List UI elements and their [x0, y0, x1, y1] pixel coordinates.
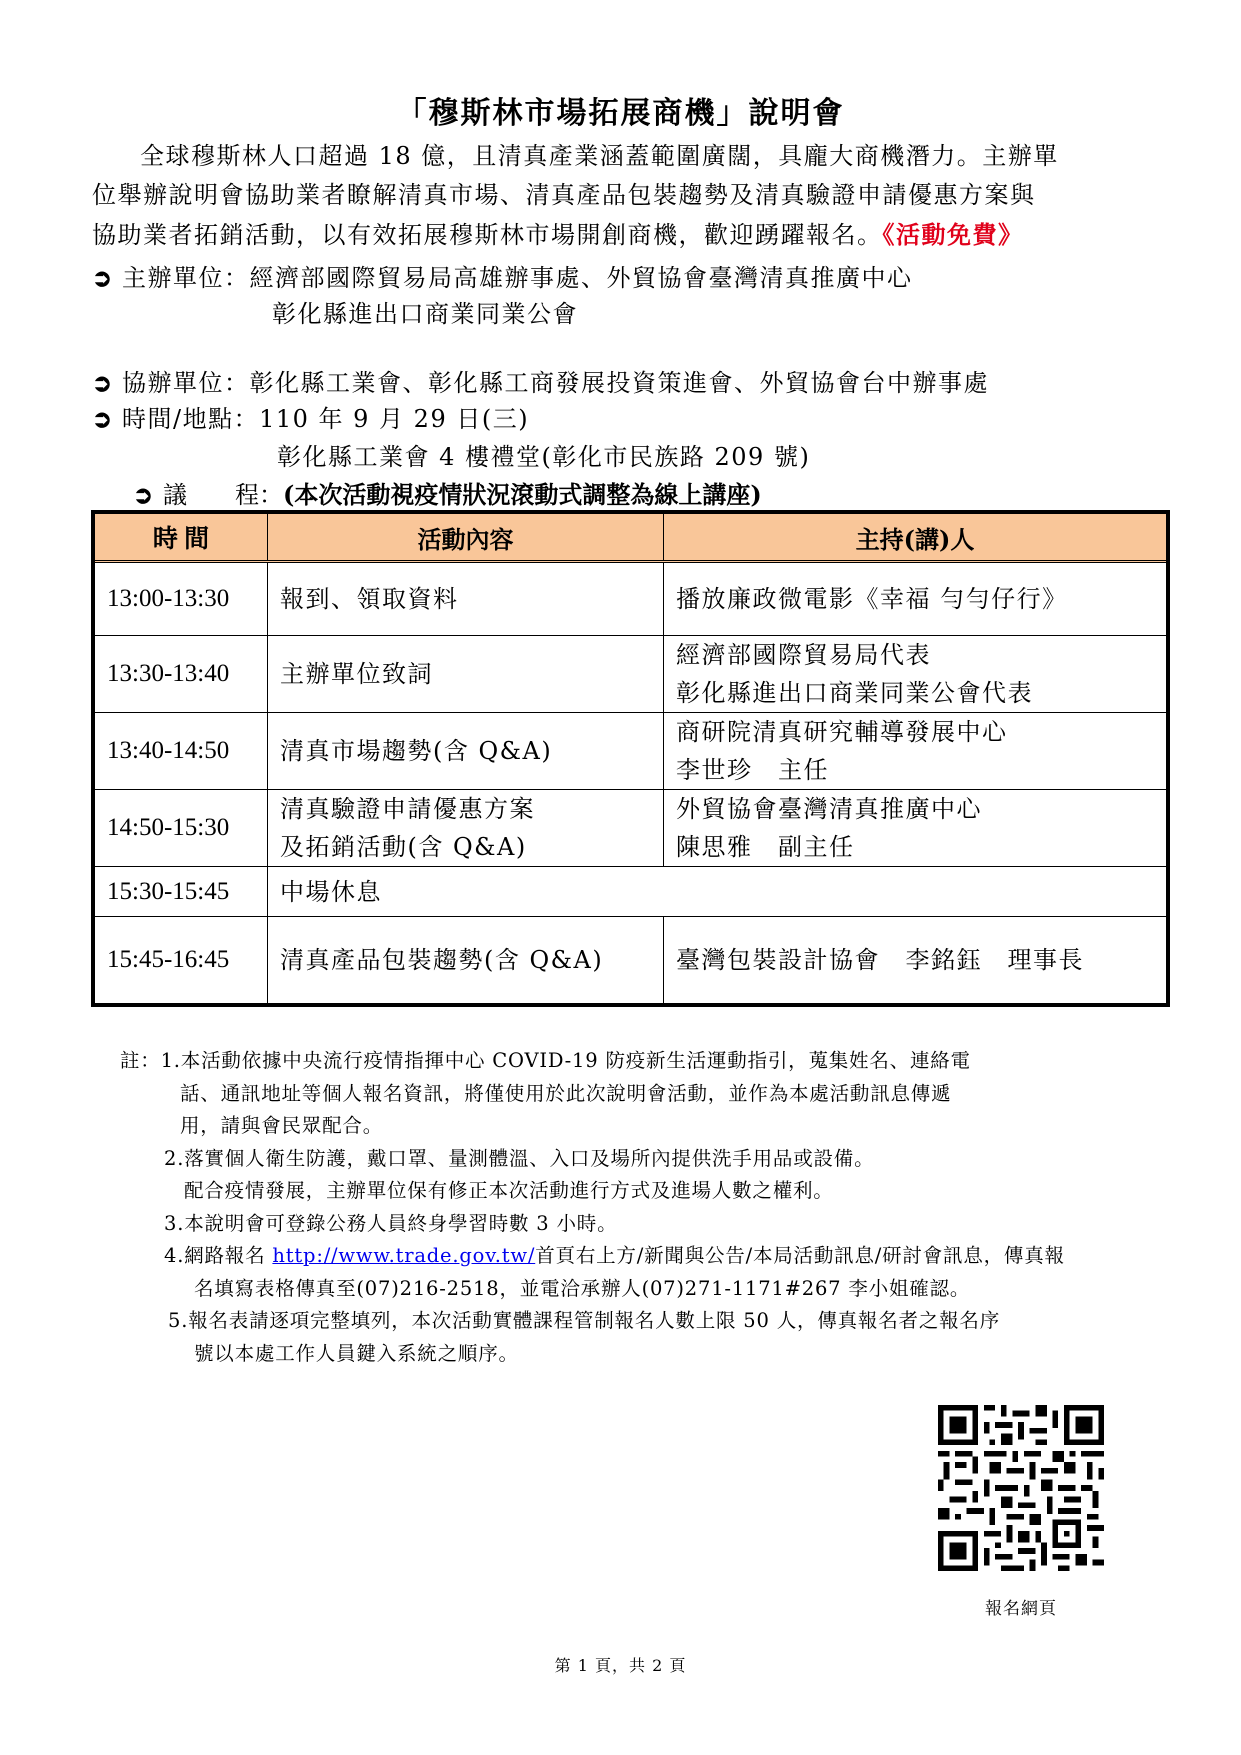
host-line: 臺灣包裝設計協會 李銘鈺 理事長 — [676, 945, 1084, 974]
table-row — [93, 713, 1168, 790]
agenda-note: (本次活動視疫情狀況滾動式調整為線上講座) — [283, 480, 762, 509]
coorganizer-value: 彰化縣工業會、彰化縣工商發展投資策進會、外貿協會台中辦事處 — [249, 369, 989, 397]
table-row — [93, 562, 1168, 636]
trade-website-link[interactable]: http://www.trade.gov.tw/ — [272, 1244, 536, 1267]
intro-line-3 — [92, 215, 1172, 255]
content-line: 及拓銷活動(含 Q&A) — [280, 833, 527, 861]
time-row — [92, 399, 529, 434]
note-1-line-1: 註：1.本活動依據中央流行疫情指揮中心 COVID-19 防疫新生活運動指引，蒐集姓名、連絡電 — [120, 1049, 971, 1072]
agenda-table — [91, 510, 1170, 1007]
row-time: 13:30-13:40 — [93, 636, 268, 713]
col-header-content: 活動內容 — [268, 512, 664, 562]
row-time: 14:50-15:30 — [93, 790, 268, 867]
note-1-line-2: 話、通訊地址等個人報名資訊，將僅使用於此次說明會活動，並作為本處活動訊息傳遞 — [180, 1081, 952, 1105]
note-2-line-1: 2.落實個人衛生防護，戴口罩、量測體溫、入口及場所內提供洗手用品或設備。 — [164, 1146, 875, 1170]
arrow-bullet-icon: ➲ — [92, 404, 114, 433]
row-content — [268, 917, 664, 1005]
host-line: 播放廉政微電影《幸福 勻勻仔行》 — [676, 585, 1068, 613]
page-footer: 第 1 頁，共 2 頁 — [554, 1656, 687, 1675]
venue-value: 彰化縣工業會 4 樓禮堂(彰化市民族路 209 號) — [277, 443, 811, 471]
row-host — [664, 636, 1169, 713]
coorganizer-label: 協辦單位： — [122, 369, 250, 397]
host-line: 李世珍 主任 — [676, 756, 829, 784]
registration-qr-code[interactable] — [938, 1405, 1104, 1571]
note-3: 3.本說明會可登錄公務人員終身學習時數 3 小時。 — [164, 1211, 618, 1235]
row-time: 13:00-13:30 — [93, 562, 268, 636]
notes-section — [120, 1045, 1180, 1370]
row-content — [268, 867, 1169, 917]
table-row — [93, 790, 1168, 867]
row-host — [664, 917, 1169, 1005]
page-title: 「穆斯林市場拓展商機」說明會 — [396, 96, 845, 131]
row-content — [268, 636, 664, 713]
agenda-label: 議 程： — [163, 481, 283, 509]
row-host — [664, 562, 1169, 636]
row-content — [268, 713, 664, 790]
content-line: 報到、領取資料 — [280, 585, 459, 613]
coorganizer-row — [92, 363, 989, 398]
row-content — [268, 562, 664, 636]
row-host — [664, 790, 1169, 867]
host-line: 商研院清真研究輔導發展中心 — [676, 718, 1008, 746]
row-time: 13:40-14:50 — [93, 713, 268, 790]
note-2-line-2: 配合疫情發展，主辦單位保有修正本次活動進行方式及進場人數之權利。 — [184, 1179, 834, 1202]
table-row — [93, 636, 1168, 713]
arrow-bullet-icon: ➲ — [92, 263, 114, 292]
free-event-tag: 《活動免費》 — [882, 220, 1024, 249]
note-4-suffix: 首頁右上方/新聞與公告/本局活動訊息/研討會訊息，傳真報 — [535, 1244, 1065, 1267]
content-line: 中場休息 — [280, 877, 382, 906]
intro-paragraph — [92, 137, 1172, 255]
organizer-line-2: 彰化縣進出口商業同業公會 — [272, 300, 578, 328]
host-line: 彰化縣進出口商業同業公會代表 — [676, 679, 1033, 707]
row-time: 15:45-16:45 — [93, 917, 268, 1005]
qr-caption: 報名網頁 — [985, 1599, 1057, 1619]
note-4-line-2: 名填寫表格傳真至(07)216-2518，並電洽承辦人(07)271-1171#267 李小姐確認。 — [194, 1276, 971, 1300]
time-value: 110 年 9 月 29 日(三) — [259, 405, 530, 433]
intro-line-3-text: 協助業者拓銷活動，以有效拓展穆斯林市場開創商機，歡迎踴躍報名。 — [92, 221, 883, 249]
note-5-line-2: 號以本處工作人員鍵入系統之順序。 — [194, 1341, 519, 1365]
time-label: 時間/地點： — [122, 405, 260, 433]
organizer-label: 主辦單位： — [122, 264, 250, 292]
organizer-row — [92, 258, 913, 293]
content-line: 清真產品包裝趨勢(含 Q&A) — [280, 945, 604, 974]
host-line: 陳思雅 副主任 — [676, 833, 855, 861]
agenda-header-row — [93, 512, 1168, 562]
note-1-line-3: 用，請與會民眾配合。 — [180, 1114, 384, 1137]
table-row — [93, 917, 1168, 1005]
note-5-line-1: 5.報名表請逐項完整填列，本次活動實體課程管制報名人數上限 50 人，傳真報名者之報名序 — [168, 1309, 1001, 1332]
row-host — [664, 713, 1169, 790]
table-row — [93, 867, 1168, 917]
arrow-bullet-icon: ➲ — [133, 480, 154, 509]
content-line: 主辦單位致詞 — [280, 660, 433, 688]
note-4-prefix: 4.網路報名 — [164, 1244, 273, 1267]
organizer-line-1: 經濟部國際貿易局高雄辦事處、外貿協會臺灣清真推廣中心 — [249, 264, 913, 292]
arrow-bullet-icon: ➲ — [92, 368, 114, 397]
content-line: 清真驗證申請優惠方案 — [280, 795, 535, 823]
col-header-time: 時 間 — [93, 512, 268, 562]
row-time: 15:30-15:45 — [93, 867, 268, 917]
row-content — [268, 790, 664, 867]
agenda-header — [133, 475, 762, 510]
content-line: 清真市場趨勢(含 Q&A) — [280, 737, 553, 765]
col-header-host: 主持(講)人 — [664, 512, 1169, 562]
intro-line-1: 全球穆斯林人口超過 18 億，且清真產業涵蓋範圍廣闊，具龐大商機潛力。主辦單 — [140, 142, 1059, 170]
host-line: 經濟部國際貿易局代表 — [676, 641, 931, 669]
note-4-line-1 — [120, 1240, 1180, 1273]
host-line: 外貿協會臺灣清真推廣中心 — [676, 795, 982, 823]
intro-line-2: 位舉辦說明會協助業者瞭解清真市場、清真產品包裝趨勢及清真驗證申請優惠方案與 — [92, 181, 1036, 209]
